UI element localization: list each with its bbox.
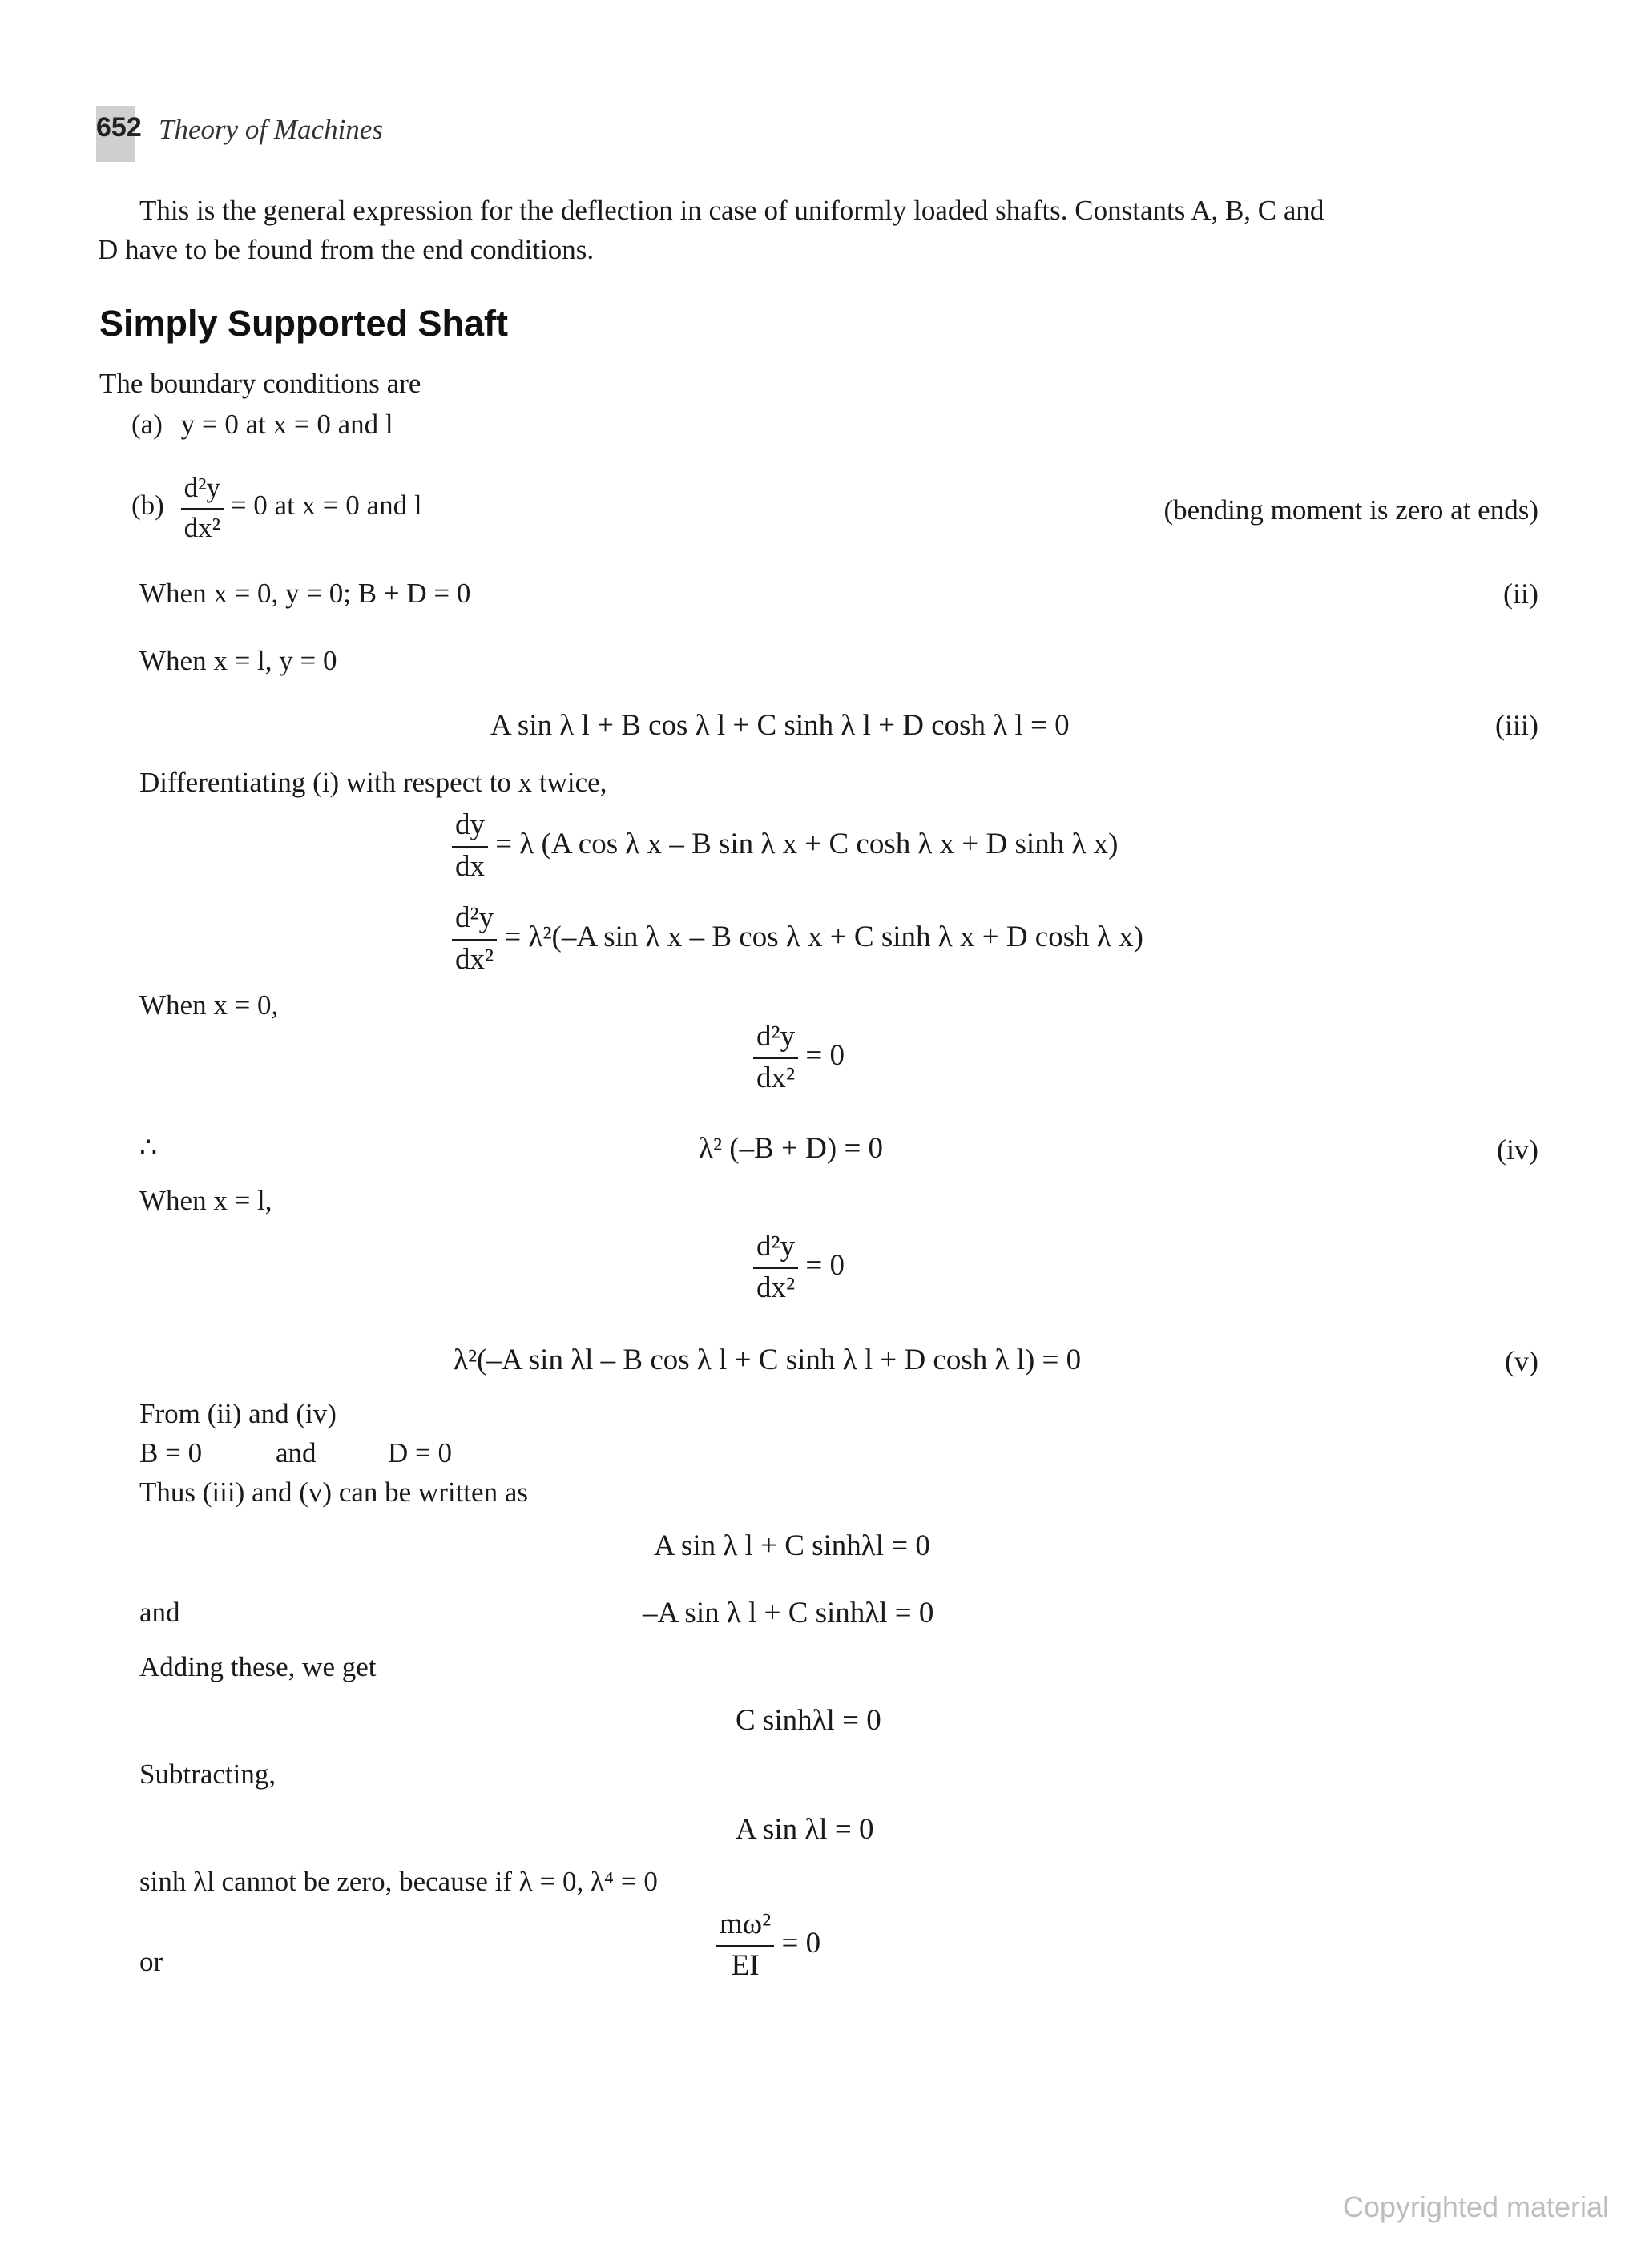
second-derivative-rhs: = λ²(–A sin λ x – B cos λ x + C sinh λ x + D cosh λ x) xyxy=(504,920,1143,953)
equation-tag-iii: (iii) xyxy=(1495,709,1538,741)
condition-b xyxy=(131,471,422,545)
fraction-denominator: dx² xyxy=(756,1271,796,1305)
when-x-zero-label: When x = 0, xyxy=(139,989,279,1021)
section-heading: Simply Supported Shaft xyxy=(99,303,509,344)
second-derivative-fraction xyxy=(452,900,497,978)
condition-b-fraction xyxy=(181,471,224,545)
second-derivative-zero-at-0 xyxy=(753,1019,845,1097)
equation-tag-ii: (ii) xyxy=(1503,578,1538,610)
second-derivative-fraction xyxy=(753,1229,798,1307)
second-derivative-fraction xyxy=(753,1019,798,1097)
condition-a xyxy=(131,408,393,441)
thus-statement: Thus (iii) and (v) can be written as xyxy=(139,1476,528,1508)
fraction-numerator: d²y xyxy=(181,471,224,510)
condition-a-label: (a) xyxy=(131,409,163,440)
first-derivative xyxy=(452,808,1118,885)
or-label: or xyxy=(139,1946,163,1977)
equals-zero: = 0 xyxy=(781,1926,821,1960)
final-equation xyxy=(716,1907,820,1984)
second-derivative-zero-at-l xyxy=(753,1229,845,1307)
fraction-denominator: dx xyxy=(455,850,485,884)
and-connector: and xyxy=(276,1437,317,1468)
page-number: 652 xyxy=(96,112,142,143)
condition-b-text: = 0 at x = 0 and l xyxy=(230,489,422,522)
equation-tag-v: (v) xyxy=(1505,1345,1538,1377)
when-x-l-label: When x = l, xyxy=(139,1185,272,1216)
fraction-numerator: d²y xyxy=(452,900,497,941)
fraction-denominator: EI xyxy=(731,1949,760,1983)
b-equals-zero: B = 0 xyxy=(139,1437,203,1468)
fraction-denominator: dx² xyxy=(455,943,494,977)
equation-sum-2: –A sin λ l + C sinhλl = 0 xyxy=(643,1597,934,1629)
equation-a-sin: A sin λl = 0 xyxy=(736,1813,874,1846)
equation-iii: A sin λ l + B cos λ l + C sinh λ l + D cosh λ l = 0 xyxy=(490,709,1070,742)
equation-c-sinh: C sinhλl = 0 xyxy=(736,1704,881,1737)
copyright-watermark: Copyrighted material xyxy=(1342,2190,1609,2223)
equals-zero: = 0 xyxy=(805,1248,845,1282)
subtracting-statement: Subtracting, xyxy=(139,1758,276,1790)
condition-b-note: (bending moment is zero at ends) xyxy=(1163,494,1538,526)
fraction-numerator: dy xyxy=(452,808,488,848)
therefore-symbol: ∴ xyxy=(139,1132,158,1163)
fraction-numerator: mω² xyxy=(716,1907,774,1947)
condition-a-text: y = 0 at x = 0 and l xyxy=(180,409,393,440)
and-label: and xyxy=(139,1597,180,1628)
second-derivative xyxy=(452,900,1143,978)
from-ii-iv: From (ii) and (iv) xyxy=(139,1398,337,1429)
adding-statement: Adding these, we get xyxy=(139,1651,377,1682)
intro-line-2: D have to be found from the end conditions. xyxy=(98,234,595,265)
equation-v: λ²(–A sin λl – B cos λ l + C sinh λ l + D cosh λ l) = 0 xyxy=(454,1343,1082,1376)
final-fraction xyxy=(716,1907,774,1984)
equation-tag-iv: (iv) xyxy=(1497,1134,1538,1166)
differentiating-statement: Differentiating (i) with respect to x twice, xyxy=(139,767,607,798)
when-x-zero-statement: When x = 0, y = 0; B + D = 0 xyxy=(139,578,471,609)
equation-sum-1: A sin λ l + C sinhλl = 0 xyxy=(654,1529,930,1562)
first-derivative-rhs: = λ (A cos λ x – B sin λ x + C cosh λ x + D sinh λ x) xyxy=(495,827,1119,860)
equals-zero: = 0 xyxy=(805,1038,845,1072)
intro-line-1: This is the general expression for the deflection in case of uniformly loaded shafts. Constants A, B, C and xyxy=(139,195,1324,226)
when-x-l-statement: When x = l, y = 0 xyxy=(139,645,337,676)
equation-iv: λ² (–B + D) = 0 xyxy=(699,1132,884,1165)
running-header-title: Theory of Machines xyxy=(159,114,383,145)
boundary-intro: The boundary conditions are xyxy=(99,368,421,399)
fraction-numerator: d²y xyxy=(753,1229,798,1269)
fraction-numerator: d²y xyxy=(753,1019,798,1059)
fraction-denominator: dx² xyxy=(756,1061,796,1095)
fraction-denominator: dx² xyxy=(183,512,221,543)
condition-b-label: (b) xyxy=(131,489,164,522)
sinh-note: sinh λl cannot be zero, because if λ = 0, λ⁴ = 0 xyxy=(139,1866,658,1897)
first-derivative-fraction xyxy=(452,808,488,885)
d-equals-zero: D = 0 xyxy=(388,1437,453,1468)
